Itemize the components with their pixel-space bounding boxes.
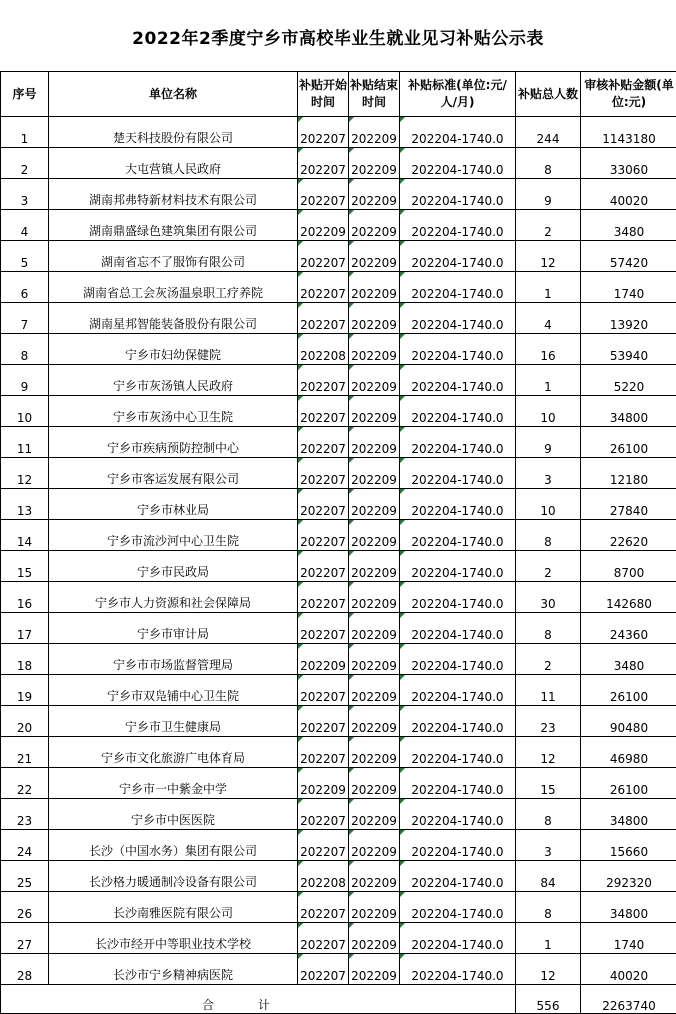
cell-start: 202207 [298,179,349,210]
cell-seq: 28 [1,954,49,985]
cell-standard: 202204-1740.0 [400,830,516,861]
page-title: 2022年2季度宁乡市高校毕业生就业见习补贴公示表 [0,24,676,49]
cell-start: 202207 [298,830,349,861]
cell-end: 202209 [349,737,400,768]
table-row [1,365,676,396]
cell-start: 202207 [298,241,349,272]
table-row [1,861,676,892]
cell-count: 4 [516,303,581,334]
cell-seq: 20 [1,706,49,737]
cell-seq: 26 [1,892,49,923]
cell-standard: 202204-1740.0 [400,365,516,396]
cell-end: 202209 [349,458,400,489]
cell-count: 15 [516,768,581,799]
cell-unit: 长沙格力暖通制冷设备有限公司 [49,861,298,892]
cell-unit: 宁乡市人力资源和社会保障局 [49,582,298,613]
table-row [1,923,676,954]
cell-end: 202209 [349,706,400,737]
header-end: 补贴结束时间 [349,72,400,117]
table-row [1,737,676,768]
table-row [1,303,676,334]
cell-standard: 202204-1740.0 [400,892,516,923]
cell-standard: 202204-1740.0 [400,551,516,582]
cell-seq: 11 [1,427,49,458]
cell-unit: 宁乡市市场监督管理局 [49,644,298,675]
cell-end: 202209 [349,675,400,706]
cell-count: 12 [516,241,581,272]
cell-unit: 湖南省忘不了服饰有限公司 [49,241,298,272]
cell-end: 202209 [349,551,400,582]
cell-unit: 宁乡市灰汤镇人民政府 [49,365,298,396]
cell-start: 202209 [298,768,349,799]
cell-amount: 26100 [581,427,676,458]
table-row [1,210,676,241]
cell-standard: 202204-1740.0 [400,396,516,427]
cell-start: 202207 [298,706,349,737]
cell-amount: 12180 [581,458,676,489]
header-amount: 审核补贴金额(单位:元) [581,72,676,117]
cell-end: 202209 [349,830,400,861]
cell-end: 202209 [349,520,400,551]
cell-count: 11 [516,675,581,706]
table-row [1,272,676,303]
cell-count: 3 [516,458,581,489]
cell-unit: 湖南省总工会灰汤温泉职工疗养院 [49,272,298,303]
cell-unit: 宁乡市一中紫金中学 [49,768,298,799]
cell-count: 2 [516,644,581,675]
cell-end: 202209 [349,303,400,334]
cell-unit: 楚天科技股份有限公司 [49,117,298,148]
cell-standard: 202204-1740.0 [400,799,516,830]
cell-end: 202209 [349,861,400,892]
cell-seq: 9 [1,365,49,396]
cell-amount: 46980 [581,737,676,768]
cell-seq: 17 [1,613,49,644]
cell-count: 2 [516,551,581,582]
cell-start: 202209 [298,210,349,241]
header-standard: 补贴标准(单位:元/人/月) [400,72,516,117]
cell-standard: 202204-1740.0 [400,272,516,303]
table-row [1,768,676,799]
header-start: 补贴开始时间 [298,72,349,117]
cell-amount: 142680 [581,582,676,613]
cell-standard: 202204-1740.0 [400,737,516,768]
cell-start: 202207 [298,954,349,985]
cell-end: 202209 [349,117,400,148]
cell-start: 202207 [298,923,349,954]
table-row [1,799,676,830]
cell-count: 9 [516,427,581,458]
table-row [1,427,676,458]
cell-unit: 长沙（中国水务）集团有限公司 [49,830,298,861]
cell-unit: 宁乡市双凫铺中心卫生院 [49,675,298,706]
cell-end: 202209 [349,582,400,613]
cell-count: 8 [516,892,581,923]
cell-seq: 15 [1,551,49,582]
cell-standard: 202204-1740.0 [400,644,516,675]
cell-unit: 大屯营镇人民政府 [49,148,298,179]
cell-seq: 14 [1,520,49,551]
cell-amount: 90480 [581,706,676,737]
cell-end: 202209 [349,613,400,644]
total-label: 合计 [1,985,516,1014]
cell-end: 202209 [349,179,400,210]
header-row [1,72,676,117]
cell-start: 202209 [298,644,349,675]
cell-end: 202209 [349,427,400,458]
cell-standard: 202204-1740.0 [400,334,516,365]
cell-start: 202207 [298,365,349,396]
cell-count: 3 [516,830,581,861]
cell-seq: 22 [1,768,49,799]
cell-standard: 202204-1740.0 [400,303,516,334]
cell-count: 16 [516,334,581,365]
cell-start: 202207 [298,458,349,489]
table-row [1,458,676,489]
cell-count: 1 [516,923,581,954]
table-row [1,520,676,551]
cell-end: 202209 [349,644,400,675]
cell-end: 202209 [349,923,400,954]
cell-unit: 宁乡市灰汤中心卫生院 [49,396,298,427]
cell-amount: 34800 [581,892,676,923]
cell-standard: 202204-1740.0 [400,706,516,737]
cell-standard: 202204-1740.0 [400,861,516,892]
cell-seq: 5 [1,241,49,272]
cell-amount: 40020 [581,179,676,210]
cell-count: 8 [516,148,581,179]
table-row [1,675,676,706]
cell-standard: 202204-1740.0 [400,675,516,706]
cell-unit: 宁乡市流沙河中心卫生院 [49,520,298,551]
cell-amount: 292320 [581,861,676,892]
cell-count: 1 [516,272,581,303]
cell-count: 10 [516,489,581,520]
cell-standard: 202204-1740.0 [400,117,516,148]
cell-start: 202207 [298,582,349,613]
cell-count: 8 [516,613,581,644]
header-unit: 单位名称 [49,72,298,117]
cell-start: 202207 [298,737,349,768]
cell-count: 12 [516,737,581,768]
cell-amount: 22620 [581,520,676,551]
cell-amount: 57420 [581,241,676,272]
cell-count: 10 [516,396,581,427]
cell-standard: 202204-1740.0 [400,427,516,458]
cell-seq: 6 [1,272,49,303]
table-row [1,613,676,644]
cell-standard: 202204-1740.0 [400,148,516,179]
cell-amount: 53940 [581,334,676,365]
cell-start: 202207 [298,117,349,148]
cell-unit: 宁乡市中医医院 [49,799,298,830]
total-count: 556 [516,985,581,1014]
table-row [1,489,676,520]
cell-end: 202209 [349,799,400,830]
table-row [1,582,676,613]
cell-amount: 1143180 [581,117,676,148]
cell-amount: 5220 [581,365,676,396]
cell-end: 202209 [349,365,400,396]
cell-count: 244 [516,117,581,148]
cell-seq: 19 [1,675,49,706]
cell-unit: 长沙市宁乡精神病医院 [49,954,298,985]
cell-unit: 宁乡市客运发展有限公司 [49,458,298,489]
cell-unit: 长沙市经开中等职业技术学校 [49,923,298,954]
total-amount: 2263740 [581,985,676,1014]
table-row [1,396,676,427]
cell-standard: 202204-1740.0 [400,613,516,644]
cell-standard: 202204-1740.0 [400,210,516,241]
cell-standard: 202204-1740.0 [400,582,516,613]
cell-amount: 3480 [581,210,676,241]
cell-end: 202209 [349,272,400,303]
cell-end: 202209 [349,954,400,985]
cell-amount: 26100 [581,768,676,799]
cell-seq: 23 [1,799,49,830]
table-row [1,334,676,365]
cell-amount: 3480 [581,644,676,675]
cell-seq: 7 [1,303,49,334]
cell-start: 202207 [298,551,349,582]
cell-amount: 1740 [581,923,676,954]
cell-unit: 宁乡市审计局 [49,613,298,644]
cell-unit: 湖南星邦智能装备股份有限公司 [49,303,298,334]
cell-amount: 34800 [581,799,676,830]
cell-start: 202207 [298,489,349,520]
cell-start: 202208 [298,861,349,892]
cell-seq: 12 [1,458,49,489]
table-row [1,241,676,272]
cell-standard: 202204-1740.0 [400,489,516,520]
cell-seq: 25 [1,861,49,892]
cell-end: 202209 [349,210,400,241]
cell-seq: 2 [1,148,49,179]
cell-start: 202208 [298,334,349,365]
cell-standard: 202204-1740.0 [400,179,516,210]
cell-unit: 宁乡市卫生健康局 [49,706,298,737]
cell-start: 202207 [298,520,349,551]
cell-seq: 8 [1,334,49,365]
cell-start: 202207 [298,427,349,458]
cell-unit: 宁乡市林业局 [49,489,298,520]
cell-end: 202209 [349,768,400,799]
header-seq: 序号 [1,72,49,117]
cell-amount: 27840 [581,489,676,520]
cell-seq: 27 [1,923,49,954]
cell-standard: 202204-1740.0 [400,458,516,489]
cell-amount: 26100 [581,675,676,706]
cell-standard: 202204-1740.0 [400,768,516,799]
cell-count: 12 [516,954,581,985]
cell-start: 202207 [298,303,349,334]
table-row [1,148,676,179]
cell-seq: 1 [1,117,49,148]
table-row [1,830,676,861]
table-row [1,892,676,923]
cell-seq: 3 [1,179,49,210]
cell-amount: 34800 [581,396,676,427]
cell-start: 202207 [298,675,349,706]
cell-unit: 湖南邦弗特新材料技术有限公司 [49,179,298,210]
cell-standard: 202204-1740.0 [400,520,516,551]
cell-end: 202209 [349,489,400,520]
cell-start: 202207 [298,799,349,830]
table-row [1,644,676,675]
cell-unit: 宁乡市疾病预防控制中心 [49,427,298,458]
cell-unit: 宁乡市文化旅游广电体育局 [49,737,298,768]
table-row [1,117,676,148]
cell-start: 202207 [298,272,349,303]
cell-end: 202209 [349,241,400,272]
cell-count: 8 [516,799,581,830]
cell-end: 202209 [349,396,400,427]
cell-count: 2 [516,210,581,241]
cell-standard: 202204-1740.0 [400,241,516,272]
cell-seq: 4 [1,210,49,241]
cell-seq: 24 [1,830,49,861]
cell-amount: 8700 [581,551,676,582]
cell-amount: 33060 [581,148,676,179]
cell-count: 30 [516,582,581,613]
cell-end: 202209 [349,148,400,179]
cell-seq: 10 [1,396,49,427]
cell-start: 202207 [298,892,349,923]
cell-start: 202207 [298,148,349,179]
cell-seq: 18 [1,644,49,675]
cell-unit: 宁乡市民政局 [49,551,298,582]
cell-unit: 湖南鼎盛绿色建筑集团有限公司 [49,210,298,241]
subsidy-table [0,71,676,1014]
cell-start: 202207 [298,613,349,644]
table-row [1,706,676,737]
cell-seq: 21 [1,737,49,768]
cell-start: 202207 [298,396,349,427]
cell-amount: 15660 [581,830,676,861]
cell-amount: 40020 [581,954,676,985]
cell-count: 84 [516,861,581,892]
table-row [1,551,676,582]
cell-amount: 13920 [581,303,676,334]
cell-end: 202209 [349,892,400,923]
cell-amount: 24360 [581,613,676,644]
cell-unit: 宁乡市妇幼保健院 [49,334,298,365]
cell-seq: 13 [1,489,49,520]
cell-count: 9 [516,179,581,210]
cell-seq: 16 [1,582,49,613]
table-row [1,179,676,210]
table-body [1,117,676,985]
cell-unit: 长沙南雅医院有限公司 [49,892,298,923]
cell-amount: 1740 [581,272,676,303]
cell-count: 1 [516,365,581,396]
cell-count: 8 [516,520,581,551]
table-row [1,954,676,985]
cell-standard: 202204-1740.0 [400,954,516,985]
cell-count: 23 [516,706,581,737]
cell-standard: 202204-1740.0 [400,923,516,954]
header-count: 补贴总人数 [516,72,581,117]
cell-end: 202209 [349,334,400,365]
